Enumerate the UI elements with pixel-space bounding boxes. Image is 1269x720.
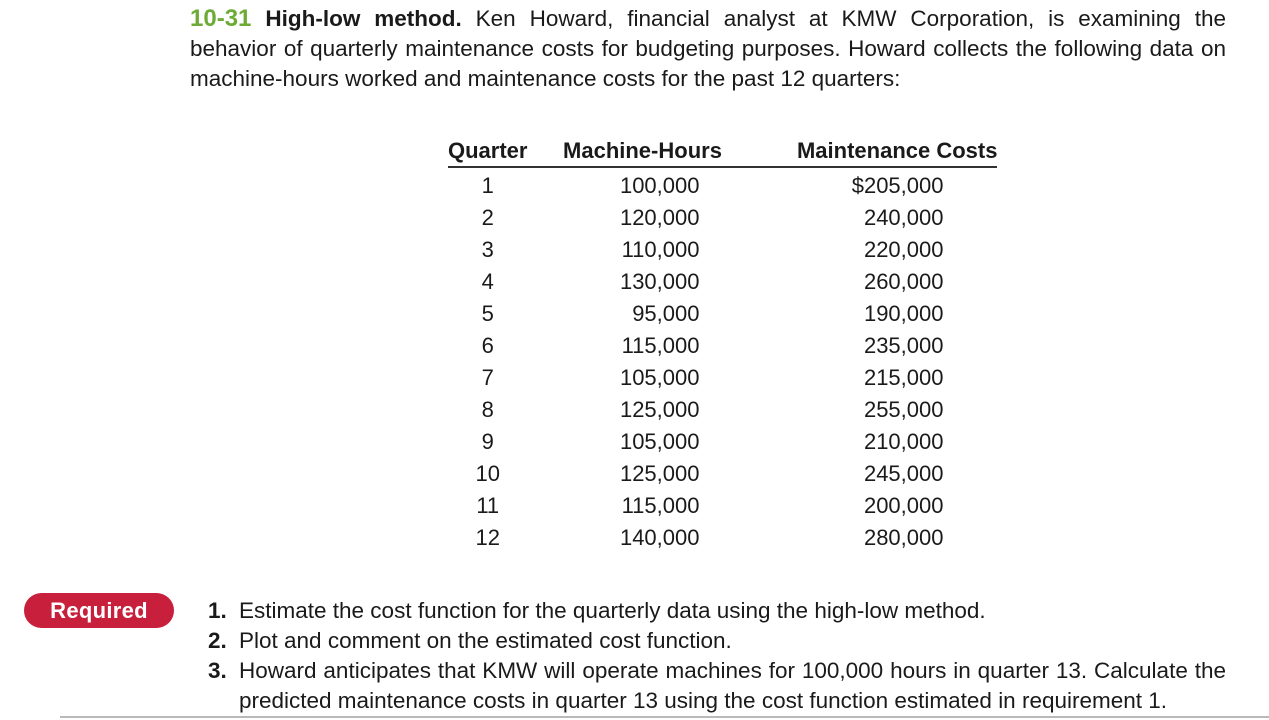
quarter-cell: 4 <box>481 269 494 294</box>
quarter-cell: 1 <box>481 173 494 198</box>
problem-text: Ken Howard, financial analyst at KMW Corporation, is examining the behavior of quarterly maintenance costs for budgeting purposes. Howard collects the following data on machine-hours worked and maintenance costs for the past 12 quarters: <box>190 6 1226 91</box>
machine-hours-cell: 105,000 <box>619 365 700 390</box>
header-quarter: Quarter <box>448 136 527 167</box>
table-row <box>448 330 997 362</box>
quarter-cell: 11 <box>476 493 500 518</box>
problem-statement <box>190 4 1226 94</box>
table-row <box>448 458 997 490</box>
machine-hours-cell: 125,000 <box>619 461 700 486</box>
requirement-number: 2. <box>208 628 227 653</box>
machine-hours-cell: 140,000 <box>619 525 700 550</box>
table-row <box>448 362 997 394</box>
table-row <box>448 394 997 426</box>
quarter-cell: 2 <box>481 205 494 230</box>
quarter-cell: 5 <box>481 301 494 326</box>
maintenance-costs-cell: 190,000 <box>863 301 944 326</box>
requirement-item <box>208 656 1226 716</box>
quarter-cell: 9 <box>481 429 494 454</box>
table-row <box>448 426 997 458</box>
maintenance-costs-cell: 215,000 <box>863 365 944 390</box>
problem-title: High-low method. <box>265 6 462 31</box>
maintenance-costs-cell: 200,000 <box>863 493 944 518</box>
maintenance-costs-cell: 280,000 <box>863 525 944 550</box>
table-row <box>448 234 997 266</box>
requirement-number: 3. <box>208 658 227 683</box>
table-row <box>448 522 997 554</box>
quarter-cell: 7 <box>481 365 494 390</box>
table-row <box>448 266 997 298</box>
maintenance-costs-cell: 245,000 <box>863 461 944 486</box>
requirement-item <box>208 626 1226 656</box>
maintenance-costs-cell: $205,000 <box>851 173 944 198</box>
table-header-row <box>448 136 997 167</box>
bottom-divider <box>60 716 1269 718</box>
maintenance-costs-cell: 260,000 <box>863 269 944 294</box>
quarter-cell: 6 <box>481 333 494 358</box>
machine-hours-cell: 125,000 <box>619 397 700 422</box>
quarter-cell: 8 <box>481 397 494 422</box>
requirement-item <box>208 596 1226 626</box>
maintenance-costs-cell: 240,000 <box>863 205 944 230</box>
header-machine-hours: Machine-Hours <box>527 136 757 167</box>
maintenance-costs-cell: 235,000 <box>863 333 944 358</box>
quarter-cell: 12 <box>475 525 500 550</box>
maintenance-costs-cell: 255,000 <box>863 397 944 422</box>
quarter-cell: 3 <box>481 237 494 262</box>
required-badge: Required <box>24 593 174 628</box>
maintenance-costs-cell: 220,000 <box>863 237 944 262</box>
machine-hours-cell: 130,000 <box>619 269 700 294</box>
machine-hours-cell: 110,000 <box>621 237 700 262</box>
machine-hours-cell: 105,000 <box>619 429 700 454</box>
table-row <box>448 202 997 234</box>
problem-number: 10-31 <box>190 5 252 32</box>
machine-hours-cell: 115,000 <box>621 333 700 358</box>
machine-hours-cell: 100,000 <box>619 173 700 198</box>
quarter-cell: 10 <box>475 461 500 486</box>
requirement-text: Howard anticipates that KMW will operate machines for 100,000 hours in quarter 13. Calculate the predicted maintenance costs in quarter 13 using the cost function estimated in requirement 1. <box>239 658 1226 713</box>
quarterly-data-table <box>448 136 997 554</box>
requirement-text: Estimate the cost function for the quarterly data using the high-low method. <box>239 598 986 623</box>
machine-hours-cell: 120,000 <box>619 205 700 230</box>
maintenance-costs-cell: 210,000 <box>863 429 944 454</box>
header-maintenance-costs: Maintenance Costs <box>757 136 997 167</box>
requirement-text: Plot and comment on the estimated cost function. <box>239 628 732 653</box>
requirement-number: 1. <box>208 598 227 623</box>
table-row <box>448 490 997 522</box>
machine-hours-cell: 95,000 <box>632 301 700 326</box>
table-row <box>448 298 997 330</box>
machine-hours-cell: 115,000 <box>621 493 700 518</box>
table-row <box>448 167 997 202</box>
requirements-list <box>208 596 1226 716</box>
